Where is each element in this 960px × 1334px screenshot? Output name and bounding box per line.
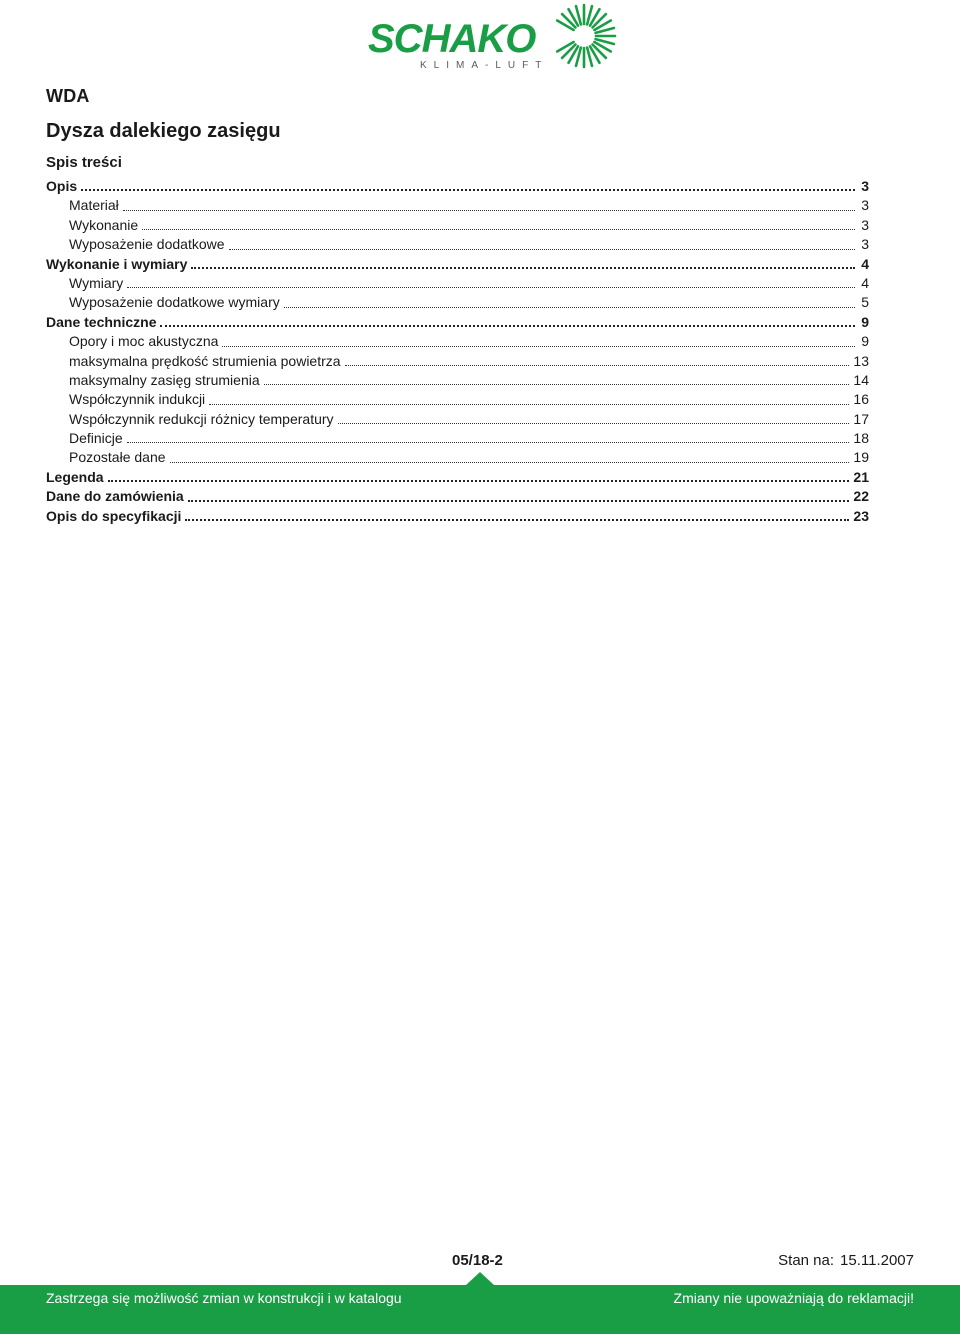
toc-entry-subsection[interactable]: [46, 274, 869, 293]
toc-leader-dots: [160, 313, 855, 332]
toc-entry-page: 13: [853, 352, 869, 369]
toc-entry-label: Dane techniczne: [46, 313, 157, 330]
revision-date: [778, 1252, 914, 1269]
toc-entry-label: Wykonanie: [69, 216, 139, 233]
toc-entry-label: maksymalna prędkość strumienia powietrza: [69, 352, 341, 369]
toc-leader-dots: [108, 468, 850, 487]
toc-entry-section[interactable]: [46, 468, 869, 487]
toc-entry-label: Legenda: [46, 468, 104, 485]
toc-entry-subsection[interactable]: [46, 429, 869, 448]
toc-entry-label: maksymalny zasięg strumienia: [69, 371, 260, 388]
toc-entry-page: 17: [853, 410, 869, 427]
toc-entry-label: Współczynnik redukcji różnicy temperatury: [69, 410, 334, 427]
toc-leader-dots: [264, 371, 850, 390]
toc-entry-subsection[interactable]: [46, 352, 869, 371]
toc-entry-page: 3: [861, 197, 869, 214]
toc-entry-label: Wykonanie i wymiary: [46, 255, 188, 272]
toc-entry-page: 19: [853, 449, 869, 466]
logo-tagline: KLIMA-LUFT: [420, 60, 549, 71]
document-title: Dysza dalekiego zasięgu: [46, 120, 281, 142]
toc-entry-label: Wyposażenie dodatkowe wymiary: [69, 294, 280, 311]
toc-leader-dots: [127, 274, 855, 293]
schako-logo-graphic: [366, 2, 618, 72]
toc-entry-page: 5: [861, 294, 869, 311]
toc-leader-dots: [338, 410, 850, 429]
toc-entry-label: Współczynnik indukcji: [69, 391, 206, 408]
toc-entry-subsection[interactable]: [46, 448, 869, 467]
toc-leader-dots: [188, 487, 850, 506]
toc-entry-section[interactable]: [46, 507, 869, 526]
toc-heading: Spis treści: [46, 154, 122, 171]
toc-entry-label: Materiał: [69, 197, 119, 214]
toc-entry-label: Dane do zamówienia: [46, 488, 184, 505]
toc-leader-dots: [229, 235, 855, 254]
toc-entry-page: 9: [861, 313, 869, 330]
footer-disclaimer-right: Zmiany nie upoważniają do reklamacji!: [673, 1290, 914, 1306]
footer-notch: [466, 1272, 494, 1285]
toc-entry-section[interactable]: [46, 177, 869, 196]
toc-entry-page: 3: [861, 178, 869, 194]
schako-logo: [366, 2, 618, 72]
toc-entry-page: 18: [853, 430, 869, 447]
toc-entry-page: 22: [853, 488, 869, 505]
sunburst-icon: [557, 5, 615, 67]
logo-brand-text: SCHAKO: [368, 17, 536, 61]
page-number: 05/18-2: [452, 1252, 503, 1269]
toc-entry-section[interactable]: [46, 255, 869, 274]
toc-entry-subsection[interactable]: [46, 196, 869, 215]
document-code: WDA: [46, 86, 90, 106]
toc-leader-dots: [142, 216, 855, 235]
toc-entry-label: Opory i moc akustyczna: [69, 333, 219, 350]
toc-entry-page: 4: [861, 274, 869, 291]
toc-entry-subsection[interactable]: [46, 371, 869, 390]
toc-entry-subsection[interactable]: [46, 293, 869, 312]
toc-entry-subsection[interactable]: [46, 332, 869, 351]
toc-entry-page: 9: [861, 333, 869, 350]
toc-leader-dots: [284, 293, 855, 312]
toc-leader-dots: [209, 390, 849, 409]
toc-leader-dots: [170, 448, 850, 467]
toc-entry-label: Definicje: [69, 430, 123, 447]
toc-entry-subsection[interactable]: [46, 235, 869, 254]
toc-leader-dots: [191, 255, 855, 274]
toc-entry-section[interactable]: [46, 313, 869, 332]
toc-entry-label: Wyposażenie dodatkowe: [69, 236, 225, 253]
toc-entry-label: Pozostałe dane: [69, 449, 166, 466]
toc-entry-page: 3: [861, 236, 869, 253]
toc-entry-label: Wymiary: [69, 274, 124, 291]
toc-entry-label: Opis: [46, 178, 78, 194]
toc-leader-dots: [345, 352, 850, 371]
toc-entry-page: 23: [853, 507, 869, 524]
toc-entry-subsection[interactable]: [46, 410, 869, 429]
toc-entry-page: 21: [853, 468, 869, 485]
toc-leader-dots: [127, 429, 850, 448]
toc-entry-section[interactable]: [46, 487, 869, 506]
toc-entry-subsection[interactable]: [46, 390, 869, 409]
toc-entry-page: 3: [861, 216, 869, 233]
toc-leader-dots: [81, 177, 855, 196]
toc-entry-page: 4: [861, 255, 869, 272]
table-of-contents: [46, 177, 869, 526]
toc-entry-page: 14: [853, 371, 869, 388]
toc-entry-label: Opis do specyfikacji: [46, 507, 182, 524]
toc-leader-dots: [123, 196, 855, 215]
revision-date-value: 15.11.2007: [840, 1252, 914, 1269]
toc-leader-dots: [222, 332, 855, 351]
toc-entry-subsection[interactable]: [46, 216, 869, 235]
footer-disclaimer-left: Zastrzega się możliwość zmian w konstrukcji i w katalogu: [46, 1290, 402, 1306]
toc-entry-page: 16: [853, 391, 869, 408]
toc-leader-dots: [185, 507, 849, 526]
revision-date-label: Stan na:: [778, 1252, 835, 1269]
